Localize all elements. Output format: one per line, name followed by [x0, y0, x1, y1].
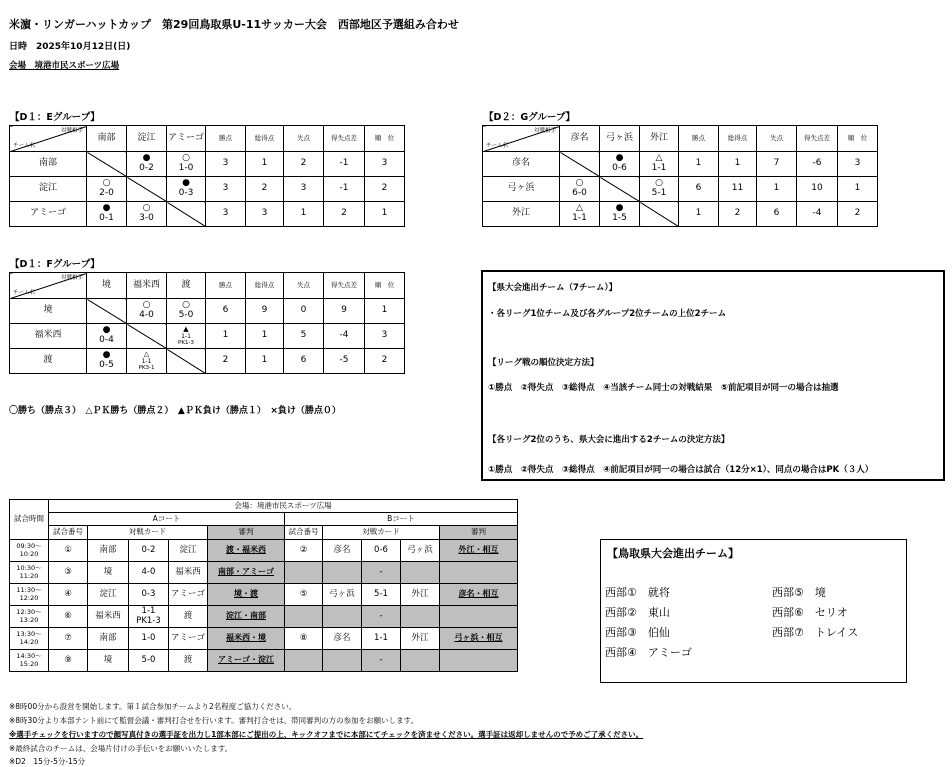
match-score — [129, 650, 169, 672]
result-symbol: ● — [142, 153, 151, 164]
match-schedule-table — [9, 499, 518, 672]
rules-text: ・各リーグ1位チーム及び各グループ2位チームの上位2チーム — [488, 309, 727, 319]
score-value: 5-1 — [374, 588, 388, 599]
away-team: アミーゴ — [169, 584, 208, 606]
opponent-header: アミーゴ — [167, 126, 206, 152]
team-name: 境 — [10, 299, 87, 324]
result-cell — [167, 152, 206, 177]
away-team: 淀江 — [169, 540, 208, 562]
group-title: 【D１：Fグループ】 — [10, 259, 100, 270]
stat-header: 得失点差 — [797, 126, 838, 152]
corner-team-label: チーム名 — [13, 289, 36, 296]
self-match-cell — [87, 299, 127, 324]
referee-header: 審判 — [440, 526, 518, 540]
match-score — [129, 584, 169, 606]
note-line: ※選手チェックを行いますので顔写真付きの選手証を出力し1部本部にご提出の上、キックオフまでに本部にてチェックを済ませください。選手証は返却しませんので予めご了承ください。 — [9, 730, 644, 739]
result-cell — [127, 152, 167, 177]
match-time: 09:30〜10:20 — [10, 540, 49, 562]
result-symbol: ○ — [655, 178, 663, 189]
team-name: 福米西 — [10, 324, 87, 349]
result-cell — [600, 152, 640, 177]
corner-team-label: チーム名 — [13, 142, 36, 149]
away-team: アミーゴ — [169, 628, 208, 650]
note-line: ※8時00分から設営を開始します。第１試合参加チームより2名程度ご協力ください。 — [9, 702, 297, 711]
match-number: ⑤ — [285, 584, 323, 606]
score-value: 4-0 — [141, 566, 156, 577]
stat-value: -1 — [324, 177, 365, 202]
league-table-g — [482, 125, 878, 227]
away-team: 渡 — [169, 650, 208, 672]
result-cell — [640, 177, 679, 202]
result-score: 1-1 — [141, 357, 152, 365]
referee-assignment: 彦名・相互 — [440, 584, 518, 606]
result-symbol: ○ — [575, 178, 584, 189]
opponent-header: 彦名 — [560, 126, 600, 152]
result-legend: 〇勝ち（勝点３） △ＰＫ勝ち（勝点２） ▲ＰＫ負け（勝点１） ×負け（勝点０） — [9, 406, 341, 416]
match-number: ① — [49, 540, 88, 562]
schedule-row — [10, 562, 518, 584]
stat-value: 2 — [206, 349, 246, 374]
stat-value: 1 — [719, 152, 757, 177]
stat-header: 失点 — [284, 126, 324, 152]
result-score: 3-0 — [139, 213, 154, 223]
result-cell — [167, 324, 206, 349]
referee-header: 審判 — [208, 526, 285, 540]
score-value: - — [379, 610, 383, 621]
result-symbol: △ — [576, 203, 583, 214]
stat-value: 2 — [365, 349, 405, 374]
result-score: 0-6 — [612, 163, 627, 173]
corner-team-label: チーム名 — [486, 142, 509, 149]
referee-assignment: アミーゴ・淀江 — [208, 650, 285, 672]
home-team: 弓ヶ浜 — [323, 584, 362, 606]
qualified-teams-box — [600, 539, 907, 683]
result-score: 1-1 — [181, 332, 191, 340]
rules-text: ①勝点 ②得失点 ③総得点 ④前記項目が同一の場合は試合（12分×1）、同点の場合はPK（３人） — [488, 465, 874, 475]
stat-header: 失点 — [757, 126, 797, 152]
team-row — [483, 202, 878, 227]
stat-value: 1 — [365, 299, 405, 324]
stat-value: 3 — [246, 202, 284, 227]
stat-value: 3 — [365, 324, 405, 349]
team-row — [10, 299, 405, 324]
self-match-cell — [560, 152, 600, 177]
stat-value: 6 — [206, 299, 246, 324]
qualified-team: 西部② 東山 — [605, 606, 670, 619]
stat-header: 勝点 — [679, 126, 719, 152]
league-table-f — [9, 272, 405, 374]
stat-value: -4 — [797, 202, 838, 227]
team-name: 淀江 — [10, 177, 87, 202]
pk-score: PK1-3 — [136, 615, 161, 626]
opponent-header: 外江 — [640, 126, 679, 152]
match-score — [362, 562, 401, 584]
match-no-header: 試合番号 — [285, 526, 323, 540]
qualified-team: 西部① 就将 — [605, 586, 670, 599]
rules-heading: 【各リーグ2位のうち、県大会に進出する2チームの決定方法】 — [488, 435, 730, 445]
match-time: 12:30〜13:20 — [10, 606, 49, 628]
away-team: 福米西 — [169, 562, 208, 584]
result-cell — [600, 202, 640, 227]
group-title: 【D２：Gグループ】 — [484, 112, 576, 123]
team-name: 外江 — [483, 202, 560, 227]
stat-value: 9 — [246, 299, 284, 324]
stat-value: 1 — [284, 202, 324, 227]
team-name: アミーゴ — [10, 202, 87, 227]
stat-value: 2 — [284, 152, 324, 177]
result-symbol: ○ — [182, 300, 190, 311]
self-match-cell — [600, 177, 640, 202]
away-team: 弓ヶ浜 — [401, 540, 440, 562]
stat-value: 3 — [206, 177, 246, 202]
match-number: ② — [285, 540, 323, 562]
stat-value: 3 — [284, 177, 324, 202]
stat-value: -4 — [324, 324, 365, 349]
referee-assignment: 渡・福米西 — [208, 540, 285, 562]
away-team — [401, 650, 440, 672]
referee-assignment: 淀江・南部 — [208, 606, 285, 628]
match-score — [362, 606, 401, 628]
score-value: 5-0 — [141, 654, 156, 665]
result-cell — [560, 177, 600, 202]
qualified-team: 西部⑥ セリオ — [772, 606, 848, 619]
match-score — [362, 540, 401, 562]
stat-value: 11 — [719, 177, 757, 202]
result-score: 5-1 — [651, 188, 667, 198]
stat-value: 6 — [757, 202, 797, 227]
result-cell — [127, 202, 167, 227]
team-row — [10, 324, 405, 349]
stat-header: 勝点 — [206, 126, 246, 152]
stat-value: 2 — [324, 202, 365, 227]
home-team: 南部 — [88, 628, 129, 650]
stat-header: 勝点 — [206, 273, 246, 299]
card-header: 対戦カード — [323, 526, 440, 540]
team-row — [10, 152, 405, 177]
table-corner — [10, 126, 87, 152]
stat-value: 10 — [797, 177, 838, 202]
match-time: 11:30〜12:20 — [10, 584, 49, 606]
result-symbol: ● — [615, 153, 624, 164]
qualified-title: 【鳥取県大会進出チーム】 — [607, 547, 739, 560]
result-symbol: ● — [102, 203, 111, 214]
team-row — [10, 177, 405, 202]
league-table-e — [9, 125, 405, 227]
match-score — [362, 628, 401, 650]
opponent-header: 淀江 — [127, 126, 167, 152]
home-team — [323, 606, 362, 628]
result-symbol: ○ — [102, 178, 111, 189]
note-line: ※D2 15分-5分-15分 — [9, 757, 86, 766]
stat-value: 2 — [365, 177, 405, 202]
match-time: 10:30〜11:20 — [10, 562, 49, 584]
stat-value: 0 — [284, 299, 324, 324]
opponent-header: 境 — [87, 273, 127, 299]
match-score — [129, 562, 169, 584]
stat-value: -1 — [324, 152, 365, 177]
stat-value: -5 — [324, 349, 365, 374]
stat-value: 2 — [838, 202, 878, 227]
result-symbol: ▲ — [183, 324, 189, 333]
score-value: 0-3 — [141, 588, 156, 599]
result-cell — [640, 152, 679, 177]
stat-value: -6 — [797, 152, 838, 177]
qualification-rules-box — [481, 270, 945, 481]
stat-value: 9 — [324, 299, 365, 324]
stat-header: 順 位 — [838, 126, 878, 152]
qualified-team: 西部⑤ 境 — [772, 586, 826, 599]
note-line: ※最終試合のチームは、会場片付けの手伝いをお願いいたします。 — [9, 744, 233, 753]
schedule-row — [10, 650, 518, 672]
self-match-cell — [167, 349, 206, 374]
event-date: 日時 2025年10月12日(日) — [9, 42, 131, 52]
corner-opponent-label: 対戦相手 — [533, 128, 556, 134]
match-number: ③ — [49, 562, 88, 584]
team-name: 南部 — [10, 152, 87, 177]
opponent-header: 渡 — [167, 273, 206, 299]
stat-header: 得失点差 — [324, 126, 365, 152]
referee-assignment: 福米西・境 — [208, 628, 285, 650]
qualified-team: 西部⑦ トレイス — [772, 626, 859, 639]
match-number — [285, 606, 323, 628]
home-team: 彦名 — [323, 540, 362, 562]
home-team: 南部 — [88, 540, 129, 562]
match-score — [129, 606, 169, 628]
stat-value: 7 — [757, 152, 797, 177]
stat-header: 総得点 — [246, 273, 284, 299]
stat-header: 総得点 — [246, 126, 284, 152]
score-value: 1-1 — [141, 606, 156, 617]
stat-value: 2 — [719, 202, 757, 227]
away-team: 外江 — [401, 628, 440, 650]
result-cell — [127, 299, 167, 324]
match-number: ⑨ — [49, 650, 88, 672]
result-score: 0-3 — [178, 188, 194, 198]
stat-value: 1 — [246, 349, 284, 374]
stat-value: 3 — [206, 152, 246, 177]
result-cell — [87, 202, 127, 227]
match-no-header: 試合番号 — [49, 526, 88, 540]
team-row — [483, 177, 878, 202]
score-value: 1-0 — [141, 632, 156, 643]
team-row — [10, 202, 405, 227]
match-number: ④ — [49, 584, 88, 606]
home-team: 境 — [88, 650, 129, 672]
match-time: 14:30〜15:20 — [10, 650, 49, 672]
referee-assignment: 外江・相互 — [440, 540, 518, 562]
stat-value: 1 — [679, 152, 719, 177]
stat-value: 6 — [679, 177, 719, 202]
opponent-header: 南部 — [87, 126, 127, 152]
stat-value: 5 — [284, 324, 324, 349]
rules-text: ①勝点 ②得失点 ③総得点 ④当該チーム同士の対戦結果 ⑤前記項目が同一の場合は抽選 — [488, 383, 839, 393]
stat-value: 1 — [246, 152, 284, 177]
result-score: 0-1 — [99, 213, 114, 223]
team-name: 渡 — [10, 349, 87, 374]
referee-assignment: 境・渡 — [208, 584, 285, 606]
home-team: 淀江 — [88, 584, 129, 606]
score-value: 0-2 — [141, 544, 156, 555]
result-score: 1-1 — [651, 163, 667, 173]
self-match-cell — [167, 202, 206, 227]
stat-value: 1 — [206, 324, 246, 349]
match-score — [362, 584, 401, 606]
match-time: 13:30〜14:20 — [10, 628, 49, 650]
pk-score: PK3-1 — [138, 365, 155, 372]
schedule-row — [10, 584, 518, 606]
result-score: 5-0 — [178, 310, 194, 320]
result-score: 2-0 — [99, 188, 114, 198]
opponent-header: 福米西 — [127, 273, 167, 299]
away-team: 渡 — [169, 606, 208, 628]
self-match-cell — [640, 202, 679, 227]
away-team — [401, 606, 440, 628]
result-symbol: ○ — [142, 300, 151, 311]
team-name: 彦名 — [483, 152, 560, 177]
result-score: 0-4 — [99, 335, 114, 345]
referee-assignment — [440, 650, 518, 672]
court-a-header: Aコート — [49, 513, 285, 526]
home-team: 境 — [88, 562, 129, 584]
stat-value: 3 — [365, 152, 405, 177]
stat-header: 順 位 — [365, 273, 405, 299]
qualified-team: 西部③ 伯仙 — [605, 626, 670, 639]
time-header: 試合時間 — [10, 500, 49, 540]
opponent-header: 弓ヶ浜 — [600, 126, 640, 152]
team-row — [483, 152, 878, 177]
score-value: - — [379, 654, 383, 665]
result-symbol: ○ — [142, 203, 151, 214]
result-score: 0-5 — [99, 360, 114, 370]
self-match-cell — [87, 152, 127, 177]
schedule-row — [10, 540, 518, 562]
match-number: ⑥ — [49, 606, 88, 628]
match-number: ⑦ — [49, 628, 88, 650]
result-symbol: △ — [143, 349, 150, 358]
stat-header: 順 位 — [365, 126, 405, 152]
result-cell — [127, 349, 167, 374]
match-number — [285, 562, 323, 584]
court-b-header: Bコート — [285, 513, 518, 526]
corner-opponent-label: 対戦相手 — [60, 128, 83, 134]
score-value: 1-1 — [374, 632, 388, 643]
self-match-cell — [127, 324, 167, 349]
result-symbol: ● — [102, 350, 111, 361]
referee-assignment: 弓ヶ浜・相互 — [440, 628, 518, 650]
note-line: ※8時30分より本部テント前にて監督会議・審判打合せを行います。審判打合せは、帯同審判の方の参加をお願いします。 — [9, 716, 419, 725]
event-venue: 会場 境港市民スポーツ広場 — [9, 61, 120, 71]
result-symbol: ○ — [182, 153, 190, 164]
stat-value: 1 — [757, 177, 797, 202]
stat-value: 3 — [838, 152, 878, 177]
away-team — [401, 562, 440, 584]
pk-score: PK1-3 — [178, 340, 194, 347]
home-team: 彦名 — [323, 628, 362, 650]
result-score: 1-0 — [178, 163, 194, 173]
result-score: 1-1 — [572, 213, 587, 223]
result-cell — [167, 177, 206, 202]
group-title: 【D１：Eグループ】 — [10, 112, 100, 123]
home-team — [323, 650, 362, 672]
stat-header: 得失点差 — [324, 273, 365, 299]
qualified-team: 西部④ アミーゴ — [605, 646, 692, 659]
table-corner — [10, 273, 87, 299]
stat-value: 2 — [246, 177, 284, 202]
stat-header: 総得点 — [719, 126, 757, 152]
result-score: 6-0 — [572, 188, 587, 198]
match-score — [129, 540, 169, 562]
score-value: - — [379, 566, 383, 577]
match-score — [129, 628, 169, 650]
result-score: 1-5 — [612, 213, 627, 223]
stat-header: 失点 — [284, 273, 324, 299]
result-cell — [87, 324, 127, 349]
schedule-row — [10, 606, 518, 628]
rules-heading: 【リーグ戦の順位決定方法】 — [488, 358, 599, 368]
stat-value: 3 — [206, 202, 246, 227]
result-symbol: △ — [655, 153, 663, 164]
score-value: 0-6 — [374, 544, 388, 555]
referee-assignment — [440, 562, 518, 584]
rules-heading: 【県大会進出チーム（7チーム）】 — [488, 283, 618, 293]
match-number — [285, 650, 323, 672]
away-team: 外江 — [401, 584, 440, 606]
corner-opponent-label: 対戦相手 — [60, 275, 83, 281]
card-header: 対戦カード — [88, 526, 208, 540]
result-symbol: ● — [615, 203, 624, 214]
stat-value: 1 — [246, 324, 284, 349]
result-symbol: ● — [102, 325, 111, 336]
referee-assignment — [440, 606, 518, 628]
table-corner — [483, 126, 560, 152]
stat-value: 1 — [838, 177, 878, 202]
self-match-cell — [127, 177, 167, 202]
result-cell — [87, 349, 127, 374]
team-row — [10, 349, 405, 374]
stat-value: 1 — [365, 202, 405, 227]
team-name: 弓ヶ浜 — [483, 177, 560, 202]
stat-value: 6 — [284, 349, 324, 374]
result-score: 0-2 — [139, 163, 154, 173]
result-cell — [167, 299, 206, 324]
referee-assignment: 南部・アミーゴ — [208, 562, 285, 584]
match-number: ⑧ — [285, 628, 323, 650]
match-score — [362, 650, 401, 672]
schedule-row — [10, 628, 518, 650]
result-score: 4-0 — [139, 310, 154, 320]
page-title: 米濵・リンガーハットカップ 第29回鳥取県U-11サッカー大会 西部地区予選組み合わせ — [9, 18, 459, 31]
schedule-venue-header: 会場：境港市民スポーツ広場 — [49, 500, 518, 513]
stat-value: 1 — [679, 202, 719, 227]
result-cell — [560, 202, 600, 227]
home-team — [323, 562, 362, 584]
result-cell — [87, 177, 127, 202]
home-team: 福米西 — [88, 606, 129, 628]
result-symbol: ● — [182, 178, 190, 189]
